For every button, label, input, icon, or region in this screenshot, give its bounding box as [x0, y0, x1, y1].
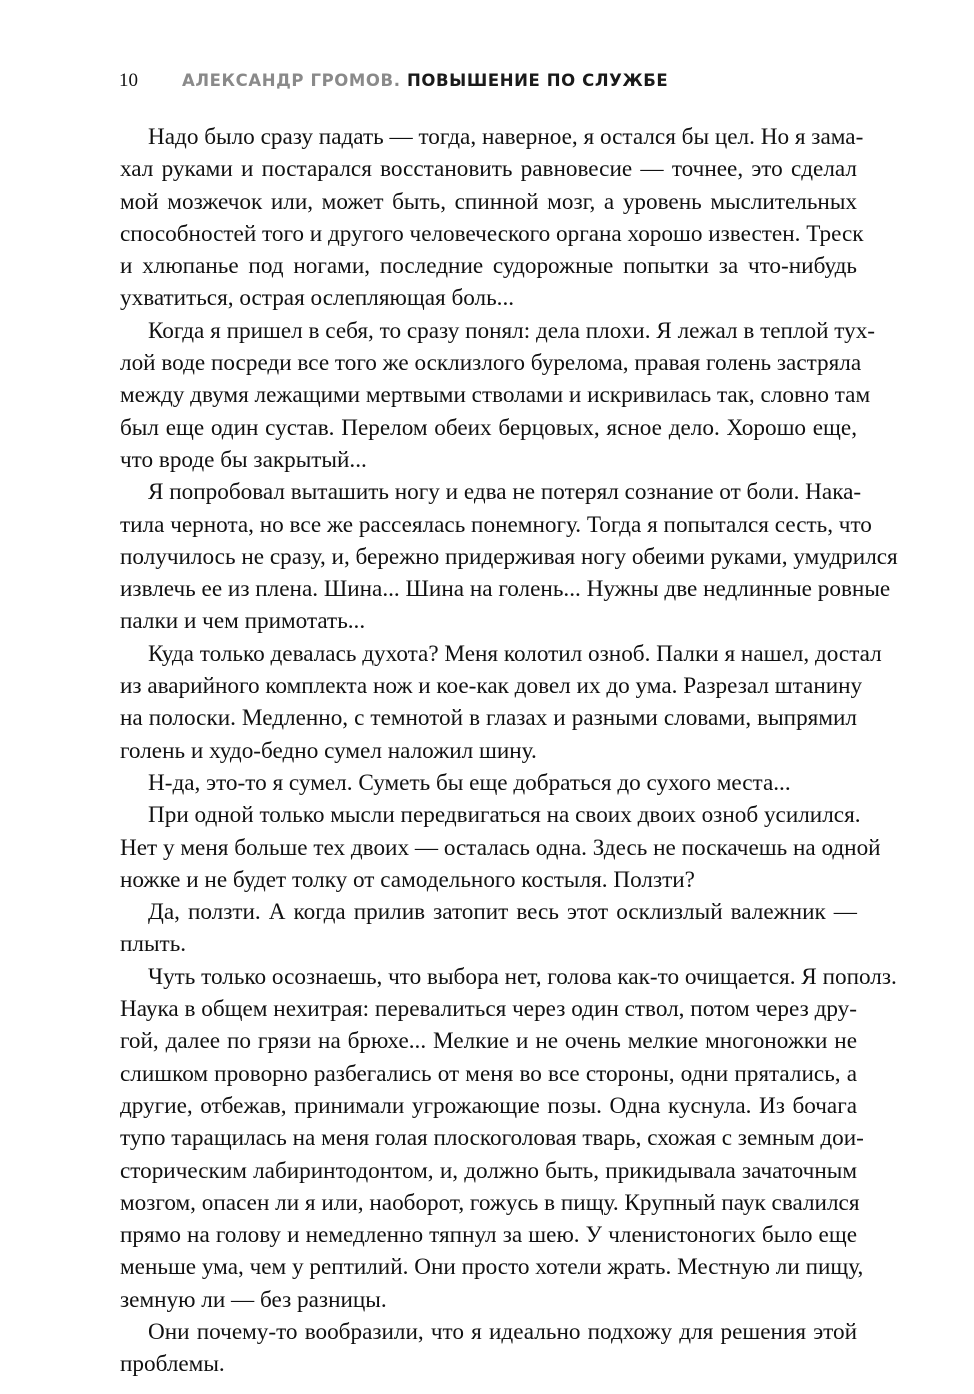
paragraph [120, 638, 882, 767]
text-line: между двумя лежащими мертвыми стволами и искривилась так, словно там [120, 382, 871, 409]
text-line: палки и чем примотать... [120, 608, 366, 635]
page-number: 10 [119, 70, 138, 91]
text-line: Они почему-то вообразили, что я идеально подхожу для решения этой [148, 1318, 857, 1345]
text-line: тила чернота, но все же рассеялась понемногу. Тогда я попытался сесть, что [120, 511, 872, 538]
text-line: Я попробовал выташить ногу и едва не потерял сознание от боли. Нака- [148, 479, 862, 506]
text-line: и хлюпанье под ногами, последние судорожные попытки за что-нибудь [120, 253, 857, 280]
text-line: другие, отбежав, принимали угрожающие позы. Одна куснула. Из бочага [120, 1092, 857, 1119]
text-line: Когда я пришел в себя, то сразу понял: дела плохи. Я лежал в теплой тух- [148, 317, 876, 344]
header-book-title: ПОВЫШЕНИЕ ПО СЛУЖБЕ [406, 71, 669, 90]
text-line: мозгом, опасен ли я или, наоборот, гожусь в пищу. Крупный паук свалился [120, 1189, 860, 1216]
header-author: АЛЕКСАНДР ГРОМОВ. [182, 71, 401, 90]
text-line: сторическим лабиринтодонтом, и, должно быть, прикидывала зачаточным [120, 1157, 857, 1184]
paragraph [120, 767, 857, 799]
text-line: на полоски. Медленно, с темнотой в глазах и разными словами, выпрямил [120, 705, 857, 732]
text-line: Куда только девалась духота? Меня колотил озноб. Палки я нашел, достал [148, 640, 882, 667]
text-line: из аварийного комплекта нож и кое-как довел их до ума. Разрезал штанину [120, 673, 863, 700]
paragraph [120, 476, 898, 637]
paragraph [120, 1316, 857, 1381]
text-line: хал руками и постарался восстановить равновесие — точнее, это сделал [120, 156, 857, 183]
text-line: слишком проворно разбегались от меня во все стороны, одни прятались, а [120, 1060, 857, 1087]
text-line: что вроде бы закрытый... [120, 446, 367, 473]
paragraph [120, 315, 876, 476]
text-line: извлечь ее из плена. Шина... Шина на голень... Нужны две недлинные ровные [120, 576, 891, 603]
paragraph [120, 799, 881, 896]
text-line: ухватиться, острая ослепляющая боль... [120, 285, 515, 312]
text-line: гой, далее по грязи на брюхе... Мелкие и не очень мелкие многоножки не [120, 1028, 857, 1055]
text-line: получилось не сразу, и, бережно придерживая ногу обеими руками, умудрился [120, 543, 898, 570]
paragraph [120, 896, 857, 961]
paragraph [120, 121, 864, 315]
text-line: Наука в общем нехитрая: перевалиться через один ствол, потом через дру- [120, 996, 857, 1023]
text-line: При одной только мысли передвигаться на своих двоих озноб усилился. [148, 802, 861, 829]
text-line: Да, ползти. А когда прилив затопит весь этот осклизлый валежник — [148, 899, 857, 926]
text-line: ножке и не будет толку от самодельного костыля. Ползти? [120, 866, 695, 893]
text-line: тупо таращилась на меня голая плоскоголовая тварь, схожая с земным дои- [120, 1125, 864, 1152]
text-line: был еще один сустав. Перелом обеих берцовых, ясное дело. Хорошо еще, [120, 414, 857, 441]
text-line: Нет у меня больше тех двоих — осталась одна. Здесь не поскачешь на одной [120, 834, 881, 861]
text-line: лой воде посреди все того же осклизлого бурелома, правая голень застряла [120, 350, 862, 377]
text-line: Надо было сразу падать — тогда, наверное, я остался бы цел. Но я зама- [148, 124, 864, 150]
text-line: мой мозжечок или, может быть, спинной мозг, а уровень мыслительных [120, 188, 857, 215]
text-line: проблемы. [120, 1351, 225, 1378]
running-header [119, 70, 668, 92]
text-line: Чуть только осознаешь, что выбора нет, голова как-то очищается. Я пополз. [148, 963, 897, 990]
text-line: Н-да, это-то я сумел. Суметь бы еще добраться до сухого места... [148, 769, 791, 796]
body-text [120, 121, 898, 1381]
text-line: голень и худо-бедно сумел наложил шину. [120, 737, 537, 764]
text-line: способностей того и другого человеческого органа хорошо известен. Треск [120, 220, 864, 247]
text-line: земную ли — без разницы. [120, 1286, 387, 1313]
text-line: плыть. [120, 931, 187, 958]
text-line: прямо на голову и немедленно тяпнул за шею. У членистоногих было еще [120, 1222, 857, 1249]
paragraph [120, 961, 897, 1316]
text-line: меньше ума, чем у рептилий. Они просто хотели жрать. Местную ли пищу, [120, 1254, 864, 1281]
